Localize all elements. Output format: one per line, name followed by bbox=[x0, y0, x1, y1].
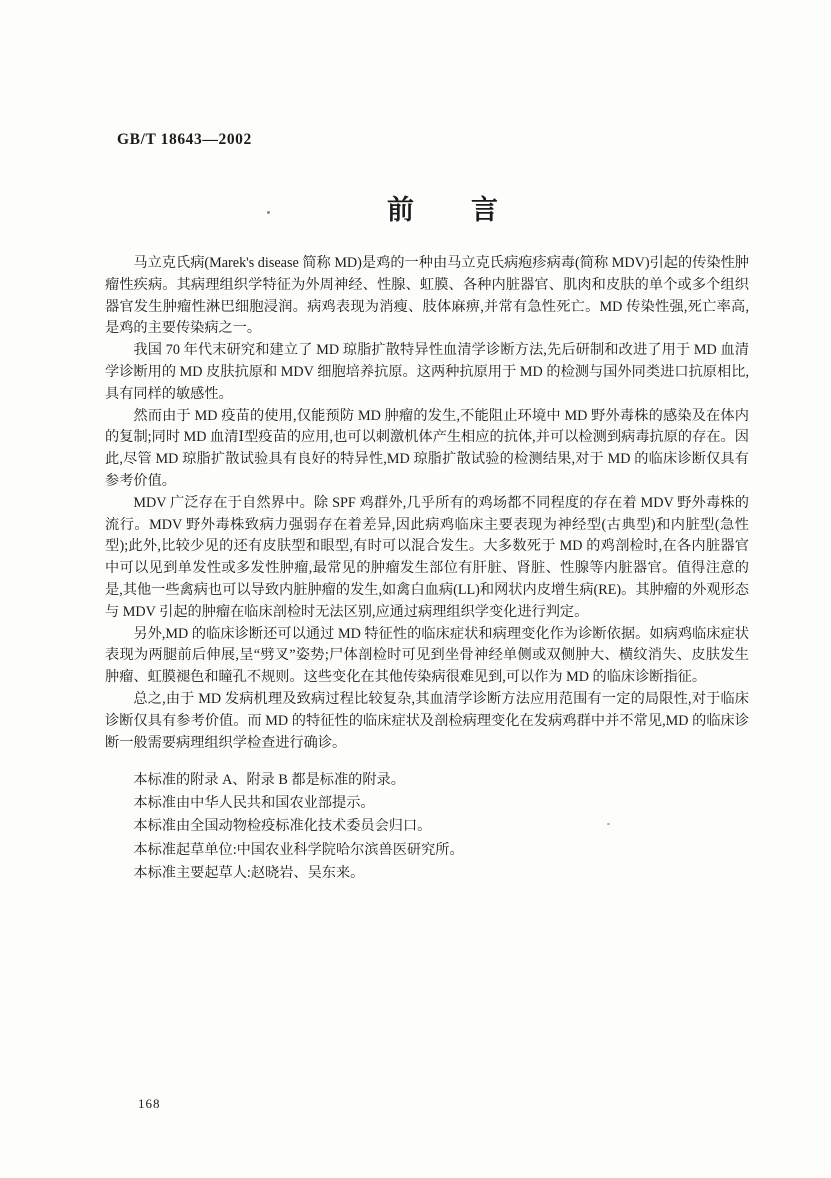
paragraph: 然而由于 MD 疫苗的使用,仅能预防 MD 肿瘤的发生,不能阻止环境中 MD 野外毒株的感染及在体内的复制;同时 MD 血清Ⅰ型疫苗的应用,也可以刺激机体产生相应的抗体,并可以检测到病毒抗原的存在。因此,尽管 MD 琼脂扩散试验具有良好的特异性,MD 琼脂扩散试验的检测结果,对于 MD 的临床诊断仅具有参考价值。 bbox=[105, 407, 749, 489]
scan-speck bbox=[267, 211, 270, 214]
foreword-body bbox=[105, 253, 749, 754]
statement-line: 本标准的附录 A、附录 B 都是标准的附录。 bbox=[133, 772, 405, 788]
paragraph: 另外,MD 的临床诊断还可以通过 MD 特征性的临床症状和病理变化作为诊断依据。如病鸡临床症状表现为两腿前后伸展,呈“劈叉”姿势;尸体剖检时可见到坐骨神经单侧或双侧肿大、横纹消失、皮肤发生肿瘤、虹膜褪色和瞳孔不规则。这些变化在其他传染病很难见到,可以作为 MD 的临床诊断指征。 bbox=[105, 625, 749, 686]
scan-speck bbox=[607, 823, 610, 825]
statement-line: 本标准主要起草人:赵晓岩、吴东来。 bbox=[133, 864, 365, 881]
page-number: 168 bbox=[138, 1096, 161, 1111]
paragraph: 马立克氏病(Marek's disease 简称 MD)是鸡的一种由马立克氏病疱疹病毒(简称 MDV)引起的传染性肿瘤性疾病。其病理组织学特征为外周神经、性腺、虹膜、各种内脏器官、肌肉和皮肤的单个或多个组织器官发生肿瘤性淋巴细胞浸润。病鸡表现为消瘦、肢体麻痹,并常有急性死亡。MD 传染性强,死亡率高,是鸡的主要传染病之一。 bbox=[105, 255, 749, 337]
paragraph: 我国 70 年代末研究和建立了 MD 琼脂扩散特异性血清学诊断方法,先后研制和改进了用于 MD 血清学诊断用的 MD 皮肤抗原和 MDV 细胞培养抗原。这两种抗原用于 MD 的检测与国外同类进口抗原相比,具有同样的敏感性。 bbox=[105, 342, 749, 402]
statement-line: 本标准由全国动物检疫标准化技术委员会归口。 bbox=[133, 818, 432, 835]
standard-code: GB/T 18643—2002 bbox=[117, 131, 252, 148]
standard-statements bbox=[105, 769, 749, 885]
page-title: 前 言 bbox=[387, 195, 499, 225]
paragraph: MDV 广泛存在于自然界中。除 SPF 鸡群外,几乎所有的鸡场都不同程度的存在着 MDV 野外毒株的流行。MDV 野外毒株致病力强弱存在着差异,因此病鸡临床主要表现为神经型(古典型)和内脏型(急性型);此外,比较少见的还有皮肤型和眼型,有时可以混合发生。大多数死于 MD 的鸡剖检时,在各内脏器官中可以见到单发性或多发性肿瘤,最常见的肿瘤发生部位有肝脏、肾脏、性腺等内脏器官。值得注意的是,其他一些禽病也可以导致内脏肿瘤的发生,如禽白血病(LL)和网状内皮增生病(RE)。其肿瘤的外观形态与 MDV 引起的肿瘤在临床剖检时无法区别,应通过病理组织学变化进行判定。 bbox=[105, 494, 749, 620]
paragraph: 总之,由于 MD 发病机理及致病过程比较复杂,其血清学诊断方法应用范围有一定的局限性,对于临床诊断仅具有参考价值。而 MD 的特征性的临床症状及剖检病理变化在发病鸡群中并不常见,MD 的临床诊断一般需要病理组织学检查进行确诊。 bbox=[105, 690, 749, 751]
statement-line: 本标准由中华人民共和国农业部提示。 bbox=[133, 795, 375, 812]
statement-line: 本标准起草单位:中国农业科学院哈尔滨兽医研究所。 bbox=[133, 841, 464, 858]
